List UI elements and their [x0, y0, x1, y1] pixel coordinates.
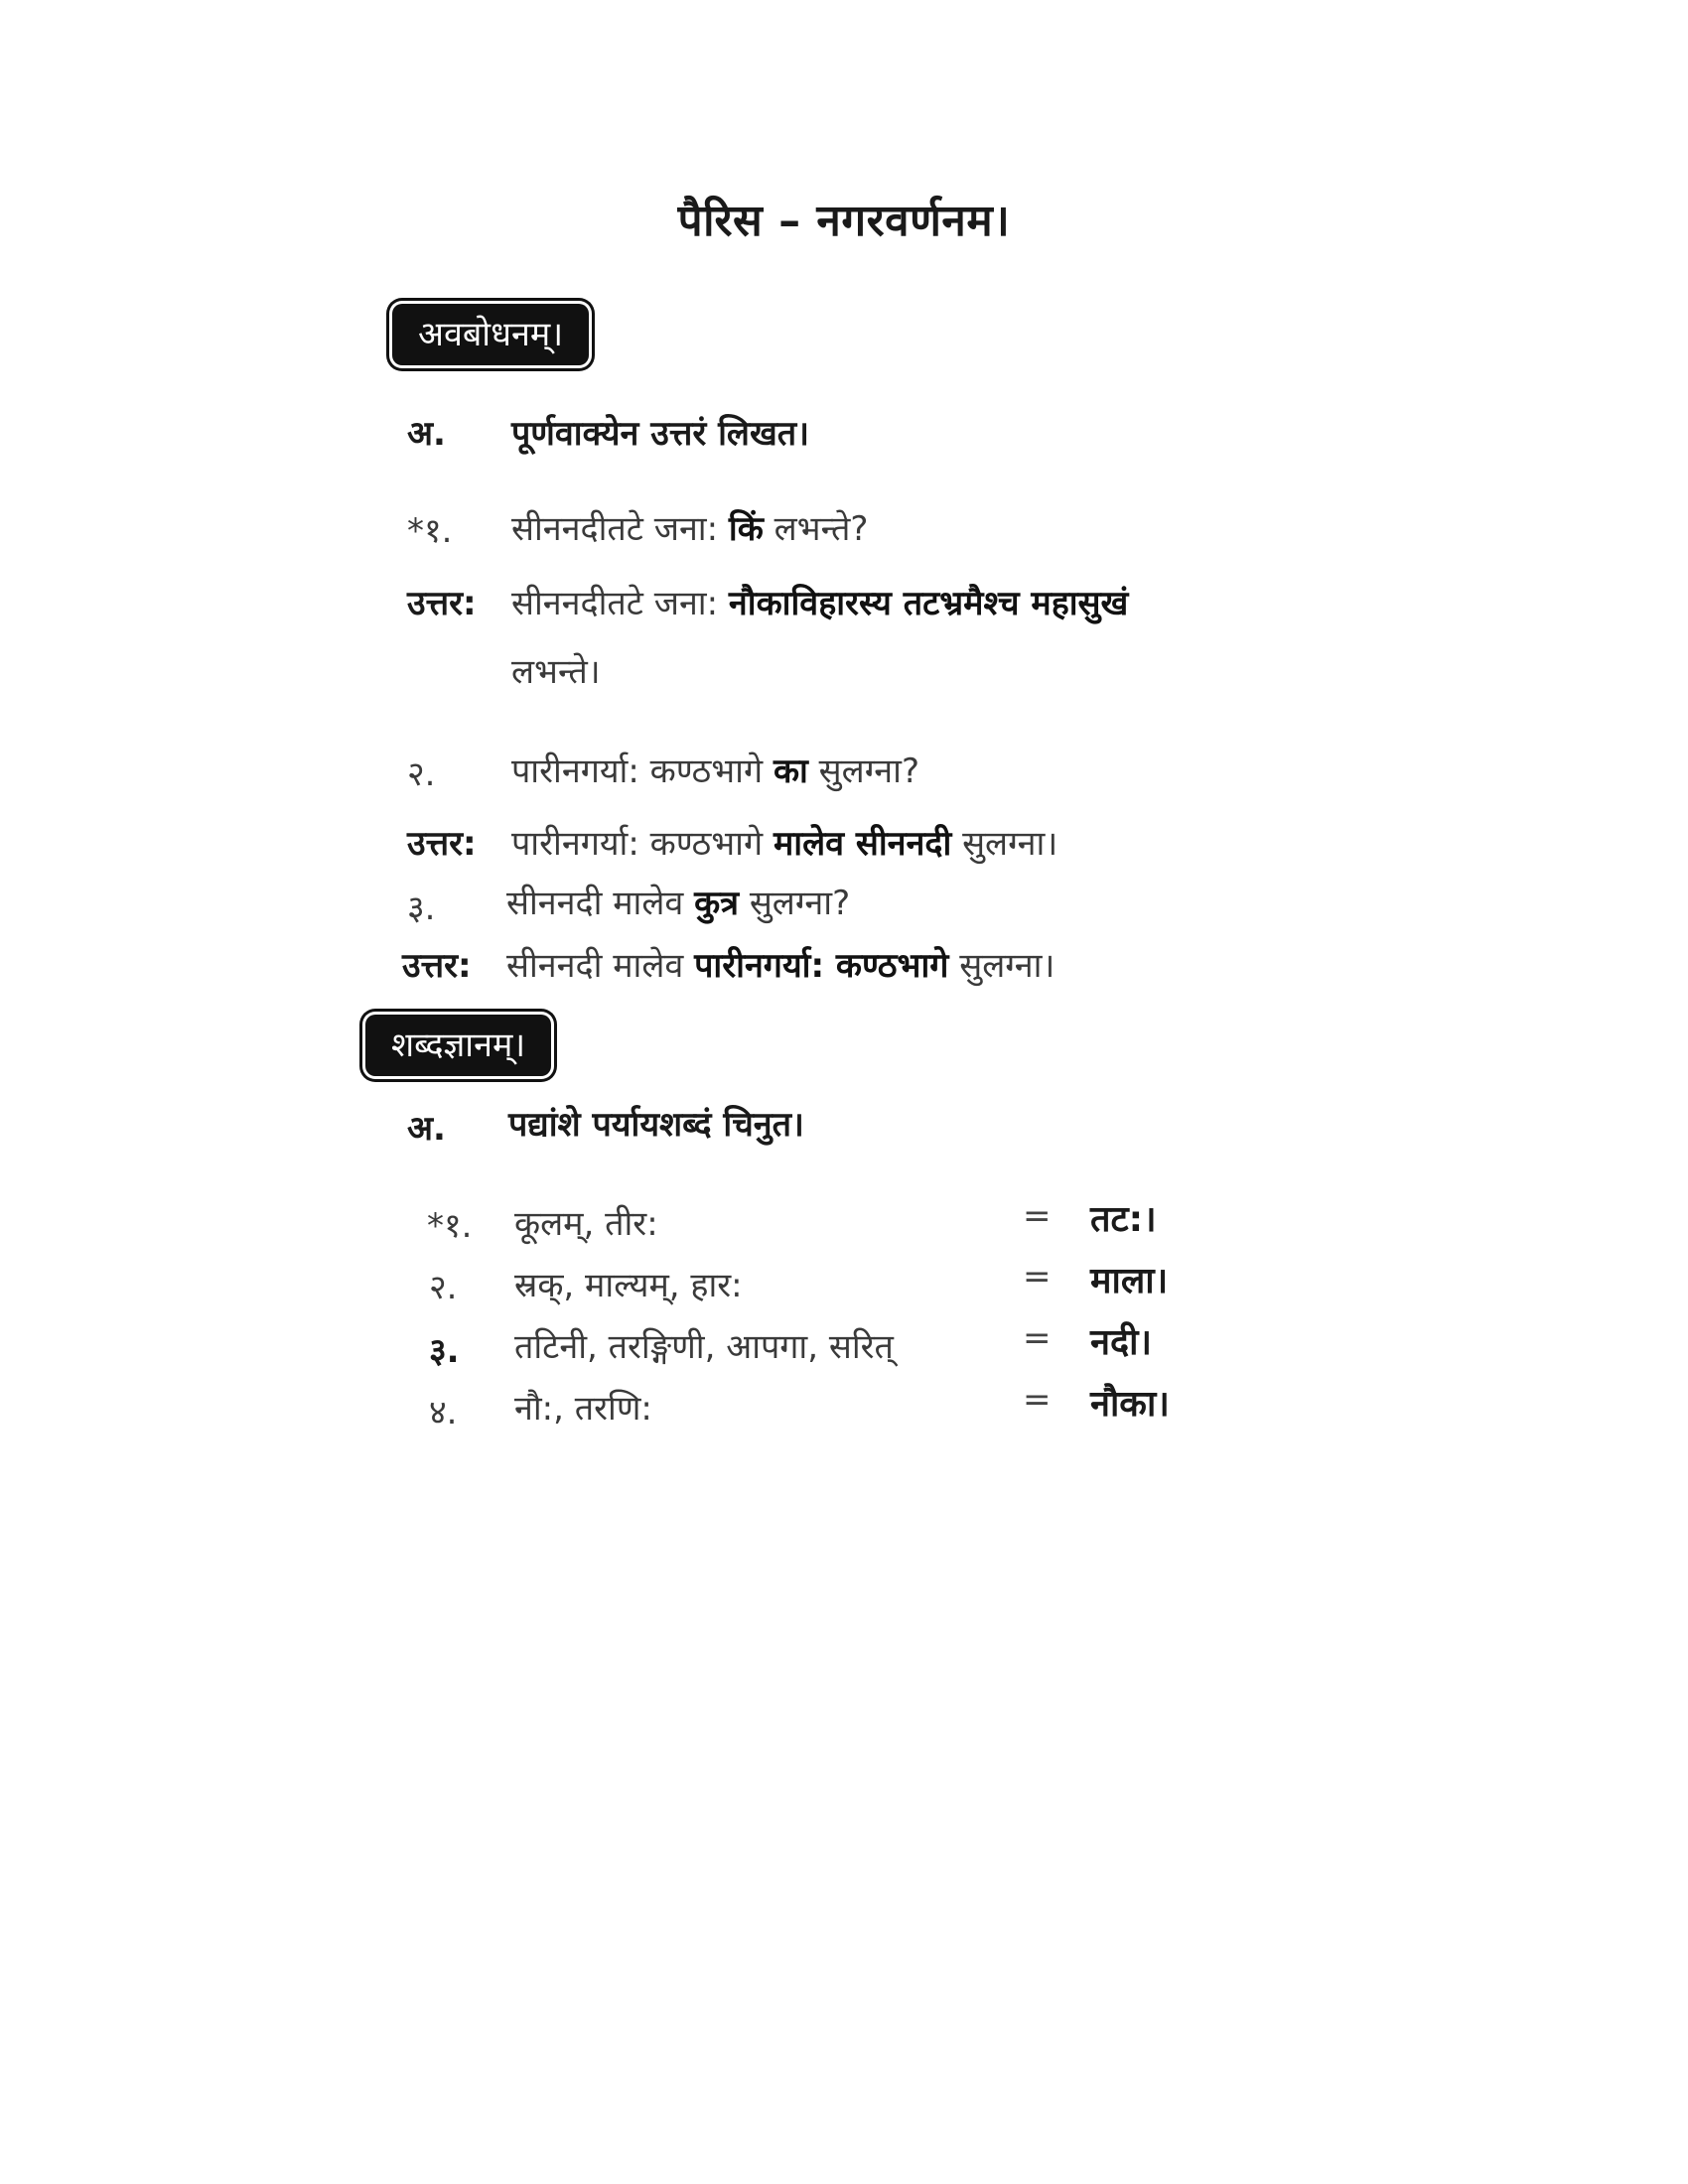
equals-sign: =: [1023, 1196, 1052, 1236]
synonym-answer: नौका।: [1090, 1384, 1170, 1425]
question-tail: सुलग्ना?: [818, 751, 919, 791]
answer-continuation: लभन्ते।: [511, 652, 601, 692]
answer-label: उत्तर:: [402, 946, 472, 986]
answer-keyword: नौकाविहारस्य तटभ्रमैश्च महासुखं: [728, 584, 1129, 623]
question-text: [506, 879, 850, 924]
synonym-words: स्रक्, माल्यम्, हार:: [514, 1266, 743, 1305]
section-badge-avabodhanam: अवबोधनम्।: [392, 304, 589, 365]
answer-text: [511, 819, 1057, 865]
question-keyword: किं: [728, 509, 764, 549]
question-tail: सुलग्ना?: [749, 884, 851, 923]
task-instruction: पूर्णवाक्येन उत्तरं लिखत।: [511, 414, 810, 454]
synonym-words: कूलम्, तीर:: [514, 1204, 658, 1244]
answer-text: [511, 579, 1128, 624]
answer-text: [506, 941, 1055, 987]
task-marker: अ.: [407, 414, 446, 454]
question-tail: लभन्ते?: [774, 509, 869, 549]
item-number: ४.: [429, 1393, 458, 1433]
item-number: २.: [429, 1268, 458, 1307]
task-instruction: पद्यांशे पर्यायशब्दं चिनुत।: [508, 1105, 804, 1145]
question-plain: सीननदी मालेव: [506, 884, 684, 923]
section-badge-shabdajnanam: शब्दज्ञानम्।: [365, 1015, 551, 1076]
equals-sign: =: [1023, 1380, 1052, 1420]
answer-label: उत्तर:: [407, 584, 477, 623]
synonym-answer: तट:।: [1090, 1199, 1157, 1240]
question-number: *१.: [407, 511, 453, 551]
synonym-words: तटिनी, तरङ्गिणी, आपगा, सरित्: [514, 1327, 894, 1367]
synonym-words: नौ:, तरणि:: [514, 1389, 652, 1429]
answer-keyword: पारीनगर्या: कण्ठभागे: [694, 946, 949, 986]
answer-plain: सीननदीतटे जना:: [511, 584, 719, 623]
synonym-answer: नदी।: [1090, 1322, 1153, 1363]
question-text: [511, 504, 868, 550]
question-plain: सीननदीतटे जना:: [511, 509, 719, 549]
question-keyword: कुत्र: [694, 884, 739, 923]
task-marker: अ.: [407, 1109, 446, 1149]
answer-label: उत्तर:: [407, 824, 477, 864]
question-keyword: का: [773, 751, 808, 791]
answer-plain: पारीनगर्या: कण्ठभागे: [511, 824, 764, 864]
answer-keyword: मालेव सीननदी: [773, 824, 952, 864]
answer-tail: सुलग्ना।: [959, 946, 1055, 986]
synonym-answer: माला।: [1090, 1261, 1169, 1301]
page-title: पैरिस – नगरवर्णनम।: [677, 196, 1011, 246]
item-number: *१.: [427, 1206, 473, 1246]
item-number: ३.: [429, 1331, 460, 1371]
answer-tail: सुलग्ना।: [962, 824, 1058, 864]
equals-sign: =: [1023, 1318, 1052, 1358]
question-number: २.: [407, 754, 436, 794]
equals-sign: =: [1023, 1257, 1052, 1297]
question-plain: पारीनगर्या: कण्ठभागे: [511, 751, 764, 791]
question-text: [511, 747, 919, 792]
answer-plain: सीननदी मालेव: [506, 946, 684, 986]
question-number: ३.: [407, 888, 436, 928]
